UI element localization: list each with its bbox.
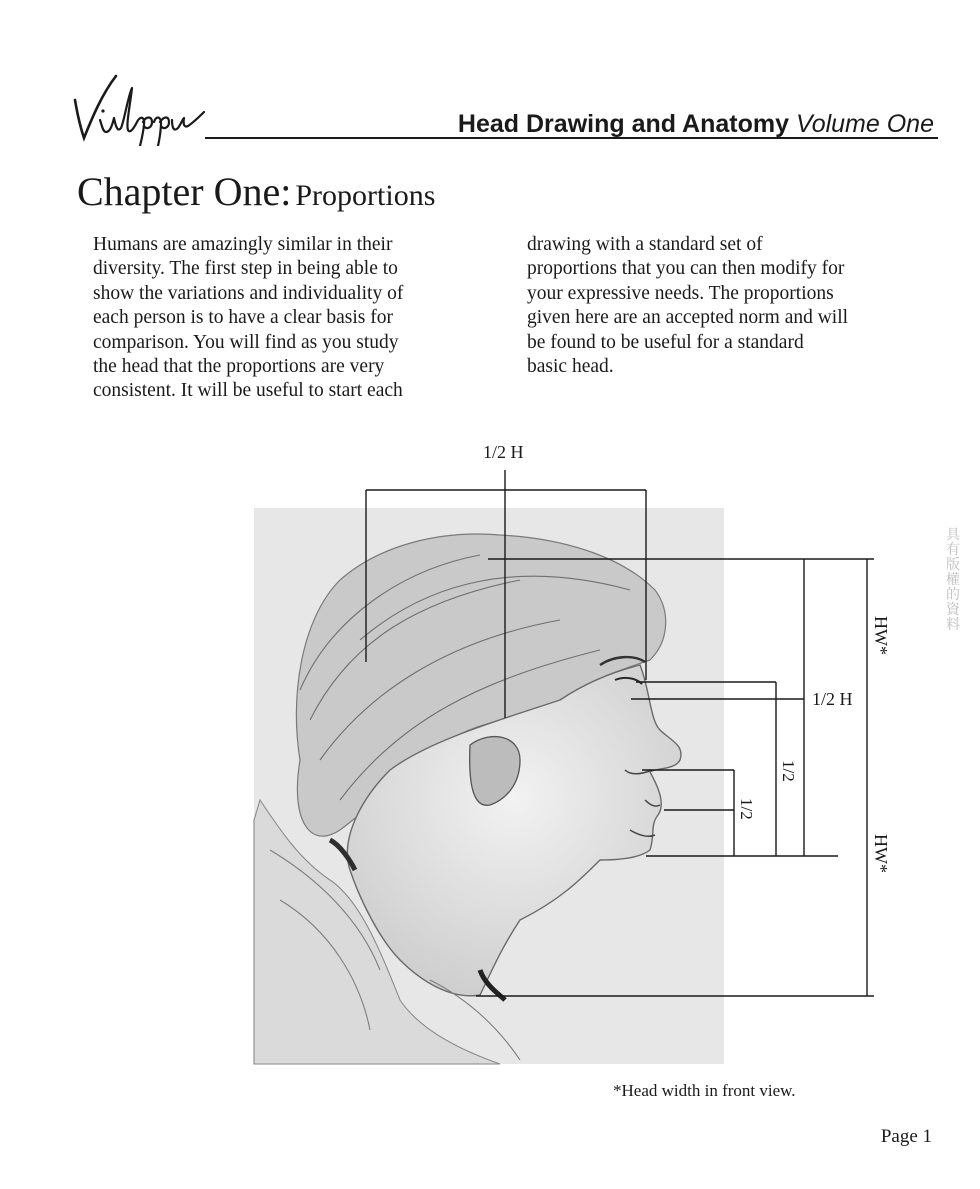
head-width-label-upper: HW* (871, 616, 891, 655)
chapter-subtitle: Proportions (295, 179, 436, 212)
book-title-main: Head Drawing and Anatomy (457, 110, 789, 138)
top-half-head-label: 1/2 H (483, 442, 524, 462)
head-width-label-lower: HW* (871, 834, 891, 873)
chapter-title: Chapter One: (77, 169, 292, 214)
vertical-half-label-2: 1/2 (737, 798, 756, 820)
page-number: Page 1 (880, 1126, 932, 1147)
right-half-head-label: 1/2 H (812, 689, 853, 709)
footnote: *Head width in front view. (613, 1081, 796, 1100)
copyright-watermark: 具有版權的資料 (946, 527, 960, 633)
body-text-left-column: Humans are amazingly similar in their diversity. The first step in being able to show the variations and individuality of each person is to have a clear basis for comparison. You will find as you study the head that the proportions are very consistent. It will be useful to start each (93, 234, 404, 402)
vertical-half-label-1: 1/2 (779, 760, 798, 782)
body-text-right-column: drawing with a standard set of proportions that you can then modify for your expressive needs. The proportions given here are an accepted norm and will be found to be useful for a standard basic head. (527, 234, 849, 378)
book-title-volume: Volume One (795, 110, 934, 138)
